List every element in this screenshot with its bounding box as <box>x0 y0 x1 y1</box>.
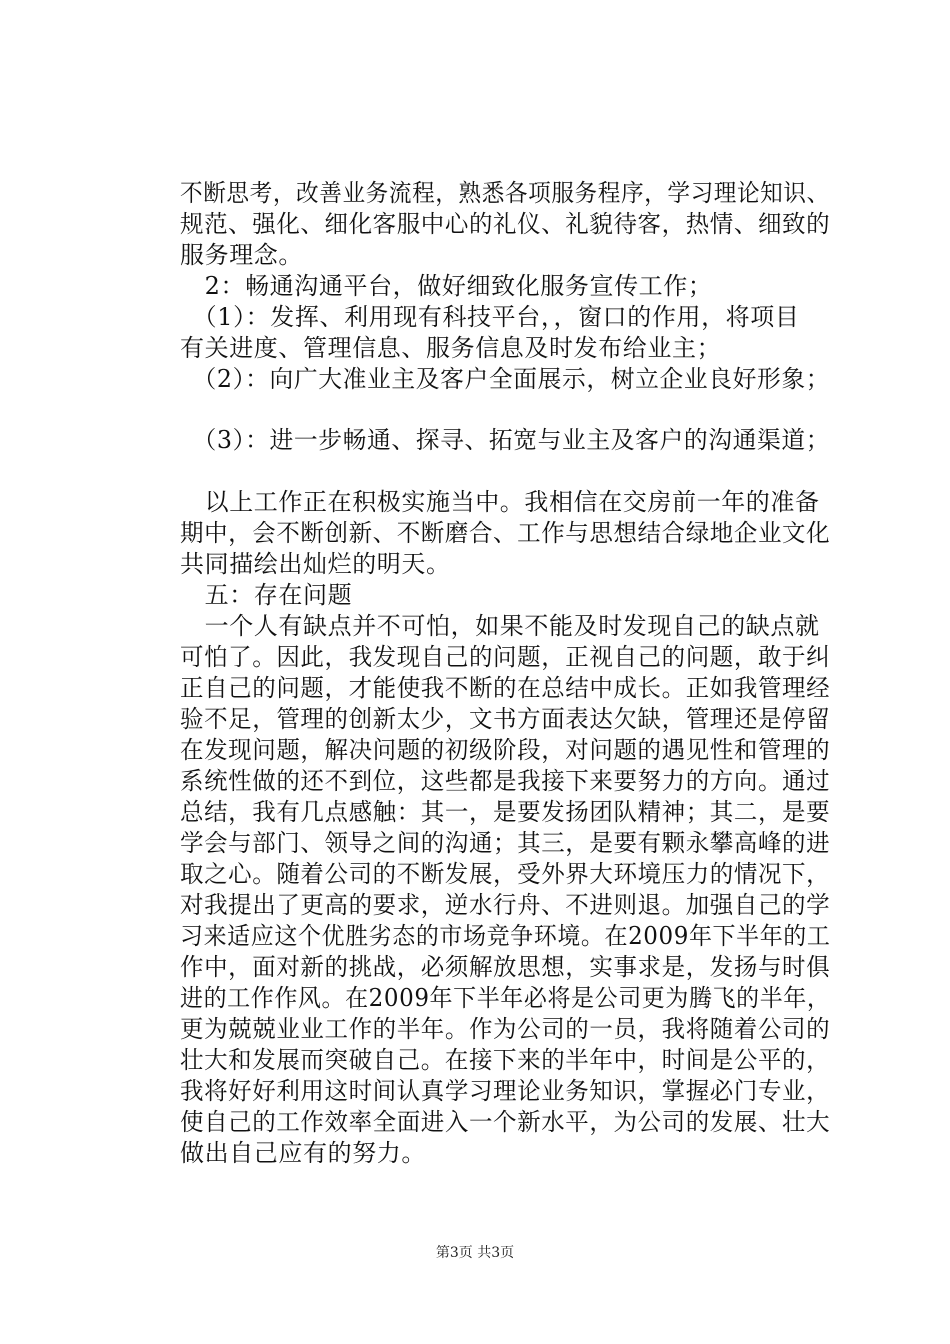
text-line: （3）：进一步畅通、探寻、拓宽与业主及客户的沟通渠道； <box>180 426 831 454</box>
text-line: 在发现问题，解决问题的初级阶段，对问题的遇见性和管理的 <box>180 736 831 764</box>
text-line: 服务理念。 <box>180 241 303 269</box>
text-line: 总结，我有几点感触：其一，是要发扬团队精神；其二，是要 <box>180 798 831 826</box>
text-line: 习来适应这个优胜劣态的市场竞争环境。在2009年下半年的工 <box>180 922 831 950</box>
text-line: 做出自己应有的努力。 <box>180 1139 426 1167</box>
text-line: （1）：发挥、利用现有科技平台，，窗口的作用，将项目 <box>180 303 800 331</box>
text-line: 学会与部门、领导之间的沟通；其三，是要有颗永攀高峰的进 <box>180 829 831 857</box>
text-line: 系统性做的还不到位，这些都是我接下来要努力的方向。通过 <box>180 767 831 795</box>
text-line: 取之心。随着公司的不断发展，受外界大环境压力的情况下， <box>180 860 831 888</box>
text-line: 我将好好利用这时间认真学习理论业务知识，掌握必门专业， <box>180 1077 831 1105</box>
text-line: 作中，面对新的挑战，必须解放思想，实事求是，发扬与时俱 <box>180 953 831 981</box>
text-line: 不断思考，改善业务流程，熟悉各项服务程序，学习理论知识、 <box>180 179 830 207</box>
text-line: 规范、强化、细化客服中心的礼仪、礼貌待客，热情、细致的 <box>180 210 831 238</box>
section-heading-5: 五：存在问题 <box>180 581 353 609</box>
text-line: 以上工作正在积极实施当中。我相信在交房前一年的准备 <box>180 488 820 516</box>
text-line: 正自己的问题，才能使我不断的在总结中成长。正如我管理经 <box>180 674 831 702</box>
page-footer: 第3页 共3页 <box>435 1245 515 1261</box>
text-line: 使自己的工作效率全面进入一个新水平，为公司的发展、壮大 <box>180 1108 831 1136</box>
text-line: 壮大和发展而突破自己。在接下来的半年中，时间是公平的， <box>180 1046 831 1074</box>
text-line: 有关进度、管理信息、服务信息及时发布给业主； <box>180 334 722 362</box>
text-line: 一个人有缺点并不可怕，如果不能及时发现自己的缺点就 <box>180 612 820 640</box>
text-line: 期中，会不断创新、不断磨合、工作与思想结合绿地企业文化 <box>180 519 831 547</box>
text-line: （2）：向广大准业主及客户全面展示，树立企业良好形象； <box>180 365 831 393</box>
text-line: 可怕了。因此，我发现自己的问题，正视自己的问题，敢于纠 <box>180 643 831 671</box>
section-heading-2: 2：畅通沟通平台，做好细致化服务宣传工作； <box>180 272 713 300</box>
text-line: 共同描绘出灿烂的明天。 <box>180 550 451 578</box>
text-line: 验不足，管理的创新太少，文书方面表达欠缺，管理还是停留 <box>180 705 831 733</box>
text-line: 更为兢兢业业工作的半年。作为公司的一员，我将随着公司的 <box>180 1015 831 1043</box>
text-line: 对我提出了更高的要求，逆水行舟、不进则退。加强自己的学 <box>180 891 831 919</box>
text-line: 进的工作作风。在2009年下半年必将是公司更为腾飞的半年， <box>180 984 831 1012</box>
